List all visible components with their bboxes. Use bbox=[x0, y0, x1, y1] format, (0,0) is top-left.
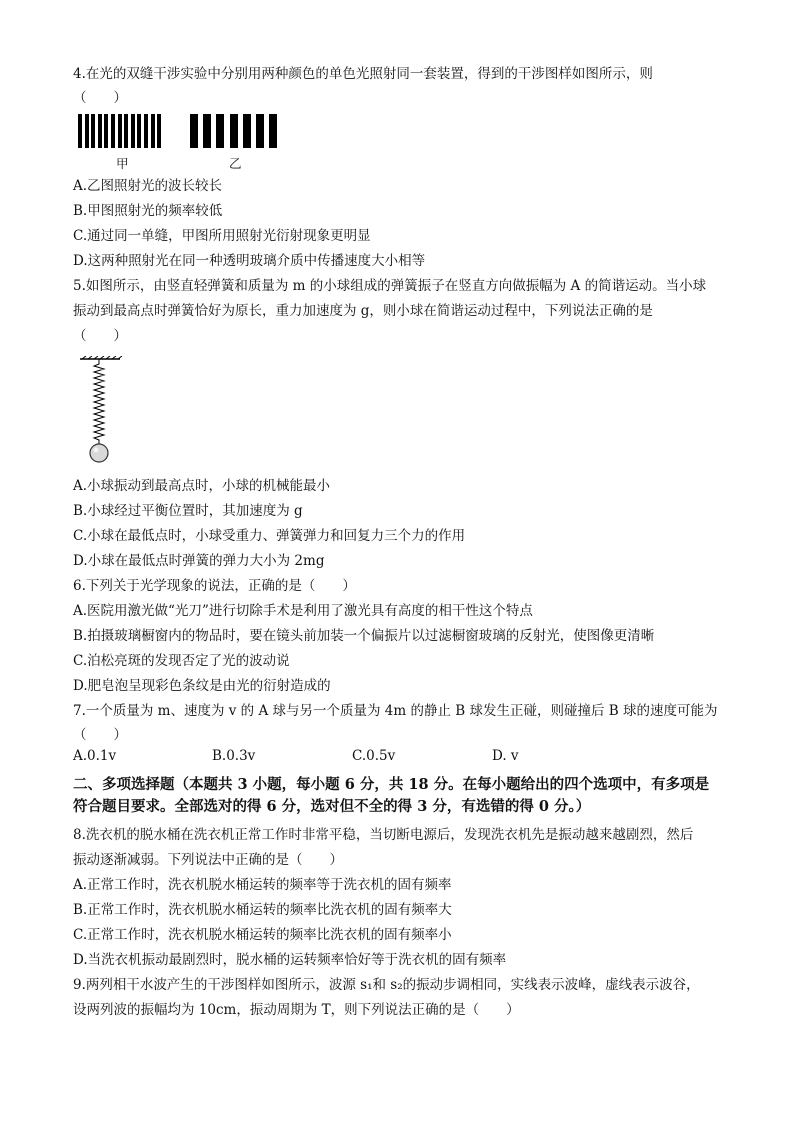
q8-stem-line2: 振动逐渐减弱。下列说法中正确的是（ ） bbox=[73, 852, 343, 868]
q8-option-d: D.当洗衣机振动最剧烈时，脱水桶的运转频率恰好等于洗衣机的固有频率 bbox=[73, 952, 507, 968]
fringe-bar-jia bbox=[124, 114, 128, 148]
q7-option-a: A.0.1v bbox=[73, 748, 117, 764]
q6-option-d: D.肥皂泡呈现彩色条纹是由光的衍射造成的 bbox=[73, 678, 331, 694]
q8-option-a: A.正常工作时，洗衣机脱水桶运转的频率等于洗衣机的固有频率 bbox=[73, 877, 452, 893]
fringe-bar-jia bbox=[85, 114, 89, 148]
q7-options-row bbox=[73, 748, 723, 768]
q4-option-a: A.乙图照射光的波长较长 bbox=[73, 178, 223, 194]
q6-option-a: A.医院用激光做“光刀”进行切除手术是利用了激光具有高度的相干性这个特点 bbox=[73, 603, 533, 619]
spring-coil bbox=[94, 359, 104, 444]
q7-option-d: D. v bbox=[492, 748, 519, 764]
figure-label-jia: 甲 bbox=[116, 156, 129, 171]
q6-option-c: C.泊松亮斑的发现否定了光的波动说 bbox=[73, 653, 290, 669]
q8-option-b: B.正常工作时，洗衣机脱水桶运转的频率比洗衣机的固有频率大 bbox=[73, 902, 452, 918]
q4-option-d: D.这两种照射光在同一种透明玻璃介质中传播速度大小相等 bbox=[73, 253, 426, 269]
q5-option-b: B.小球经过平衡位置时，其加速度为 g bbox=[73, 503, 303, 519]
q5-stem-line1: 5.如图所示，由竖直轻弹簧和质量为 m 的小球组成的弹簧振子在竖直方向做振幅为 A 的简谐运动。当小球 bbox=[73, 278, 707, 294]
q9-stem-line2: 设两列波的振幅均为 10cm，振动周期为 T，则下列说法正确的是（ ） bbox=[73, 1002, 520, 1018]
fringe-bar-yi bbox=[256, 114, 264, 148]
figure-label-yi: 乙 bbox=[229, 156, 242, 171]
fringe-bar-yi bbox=[190, 114, 198, 148]
fringe-bar-jia bbox=[104, 114, 108, 148]
q7-blank: （ ） bbox=[73, 727, 127, 743]
q4-stem: 4.在光的双缝干涉实验中分别用两种颜色的单色光照射同一套装置，得到的干涉图样如图所示，则 bbox=[73, 66, 653, 82]
q4-option-b: B.甲图照射光的频率较低 bbox=[73, 203, 223, 219]
q5-option-d: D.小球在最低点时弹簧的弹力大小为 2mg bbox=[73, 553, 325, 569]
fringe-bar-jia bbox=[151, 114, 155, 148]
q7-stem: 7.一个质量为 m、速度为 v 的 A 球与另一个质量为 4m 的静止 B 球发生正碰，则碰撞后 B 球的速度可能为 bbox=[73, 703, 718, 719]
spring-oscillator-figure bbox=[78, 356, 124, 466]
fringe-bar-jia bbox=[118, 114, 122, 148]
fringe-bar-jia bbox=[131, 114, 135, 148]
fringe-bar-yi bbox=[230, 114, 238, 148]
section-heading-multiple-choice: 二、多项选择题（本题共 3 小题，每小题 6 分，共 18 分。在每小题给出的四个选项中，有多项是符合题目要求。全部选对的得 6 分，选对但不全的得 3 分，有选错的得 0 分。） bbox=[73, 776, 710, 815]
q4-blank: （ ） bbox=[73, 90, 127, 106]
ball-icon bbox=[90, 444, 108, 462]
q5-option-a: A.小球振动到最高点时，小球的机械能最小 bbox=[73, 478, 331, 494]
q5-blank: （ ） bbox=[73, 328, 127, 344]
q7-option-b: B.0.3v bbox=[212, 748, 256, 764]
fringe-bar-jia bbox=[78, 114, 82, 148]
fringe-bar-jia bbox=[144, 114, 148, 148]
fringe-bar-jia bbox=[111, 114, 115, 148]
interference-fringe-figure bbox=[78, 114, 288, 154]
q6-stem: 6.下列关于光学现象的说法，正确的是（ ） bbox=[73, 578, 356, 594]
q4-option-c: C.通过同一单缝，甲图所用照射光衍射现象更明显 bbox=[73, 228, 371, 244]
q8-option-c: C.正常工作时，洗衣机脱水桶运转的频率比洗衣机的固有频率小 bbox=[73, 927, 452, 943]
ball-highlight bbox=[94, 448, 99, 453]
fringe-bar-jia bbox=[157, 114, 161, 148]
fringe-bar-jia bbox=[91, 114, 95, 148]
fringe-bar-jia bbox=[137, 114, 141, 148]
q8-stem-line1: 8.洗衣机的脱水桶在洗衣机正常工作时非常平稳，当切断电源后，发现洗衣机先是振动越来越剧烈，然后 bbox=[73, 827, 694, 843]
fringe-bar-jia bbox=[98, 114, 102, 148]
fringe-bar-yi bbox=[216, 114, 224, 148]
q5-stem-line2: 振动到最高点时弹簧恰好为原长，重力加速度为 g，则小球在简谐运动过程中，下列说法正确的是 bbox=[73, 303, 653, 319]
q7-option-c: C.0.5v bbox=[352, 748, 396, 764]
q5-option-c: C.小球在最低点时，小球受重力、弹簧弹力和回复力三个力的作用 bbox=[73, 528, 466, 544]
fringe-bar-yi bbox=[203, 114, 211, 148]
fringe-bar-yi bbox=[269, 114, 277, 148]
q6-option-b: B.拍摄玻璃橱窗内的物品时，要在镜头前加装一个偏振片以过滤橱窗玻璃的反射光，使图像更清晰 bbox=[73, 628, 655, 644]
fringe-bar-yi bbox=[243, 114, 251, 148]
q9-stem-line1: 9.两列相干水波产生的干涉图样如图所示，波源 s₁和 s₂的振动步调相同，实线表示波峰，虚线表示波谷， bbox=[73, 977, 700, 993]
